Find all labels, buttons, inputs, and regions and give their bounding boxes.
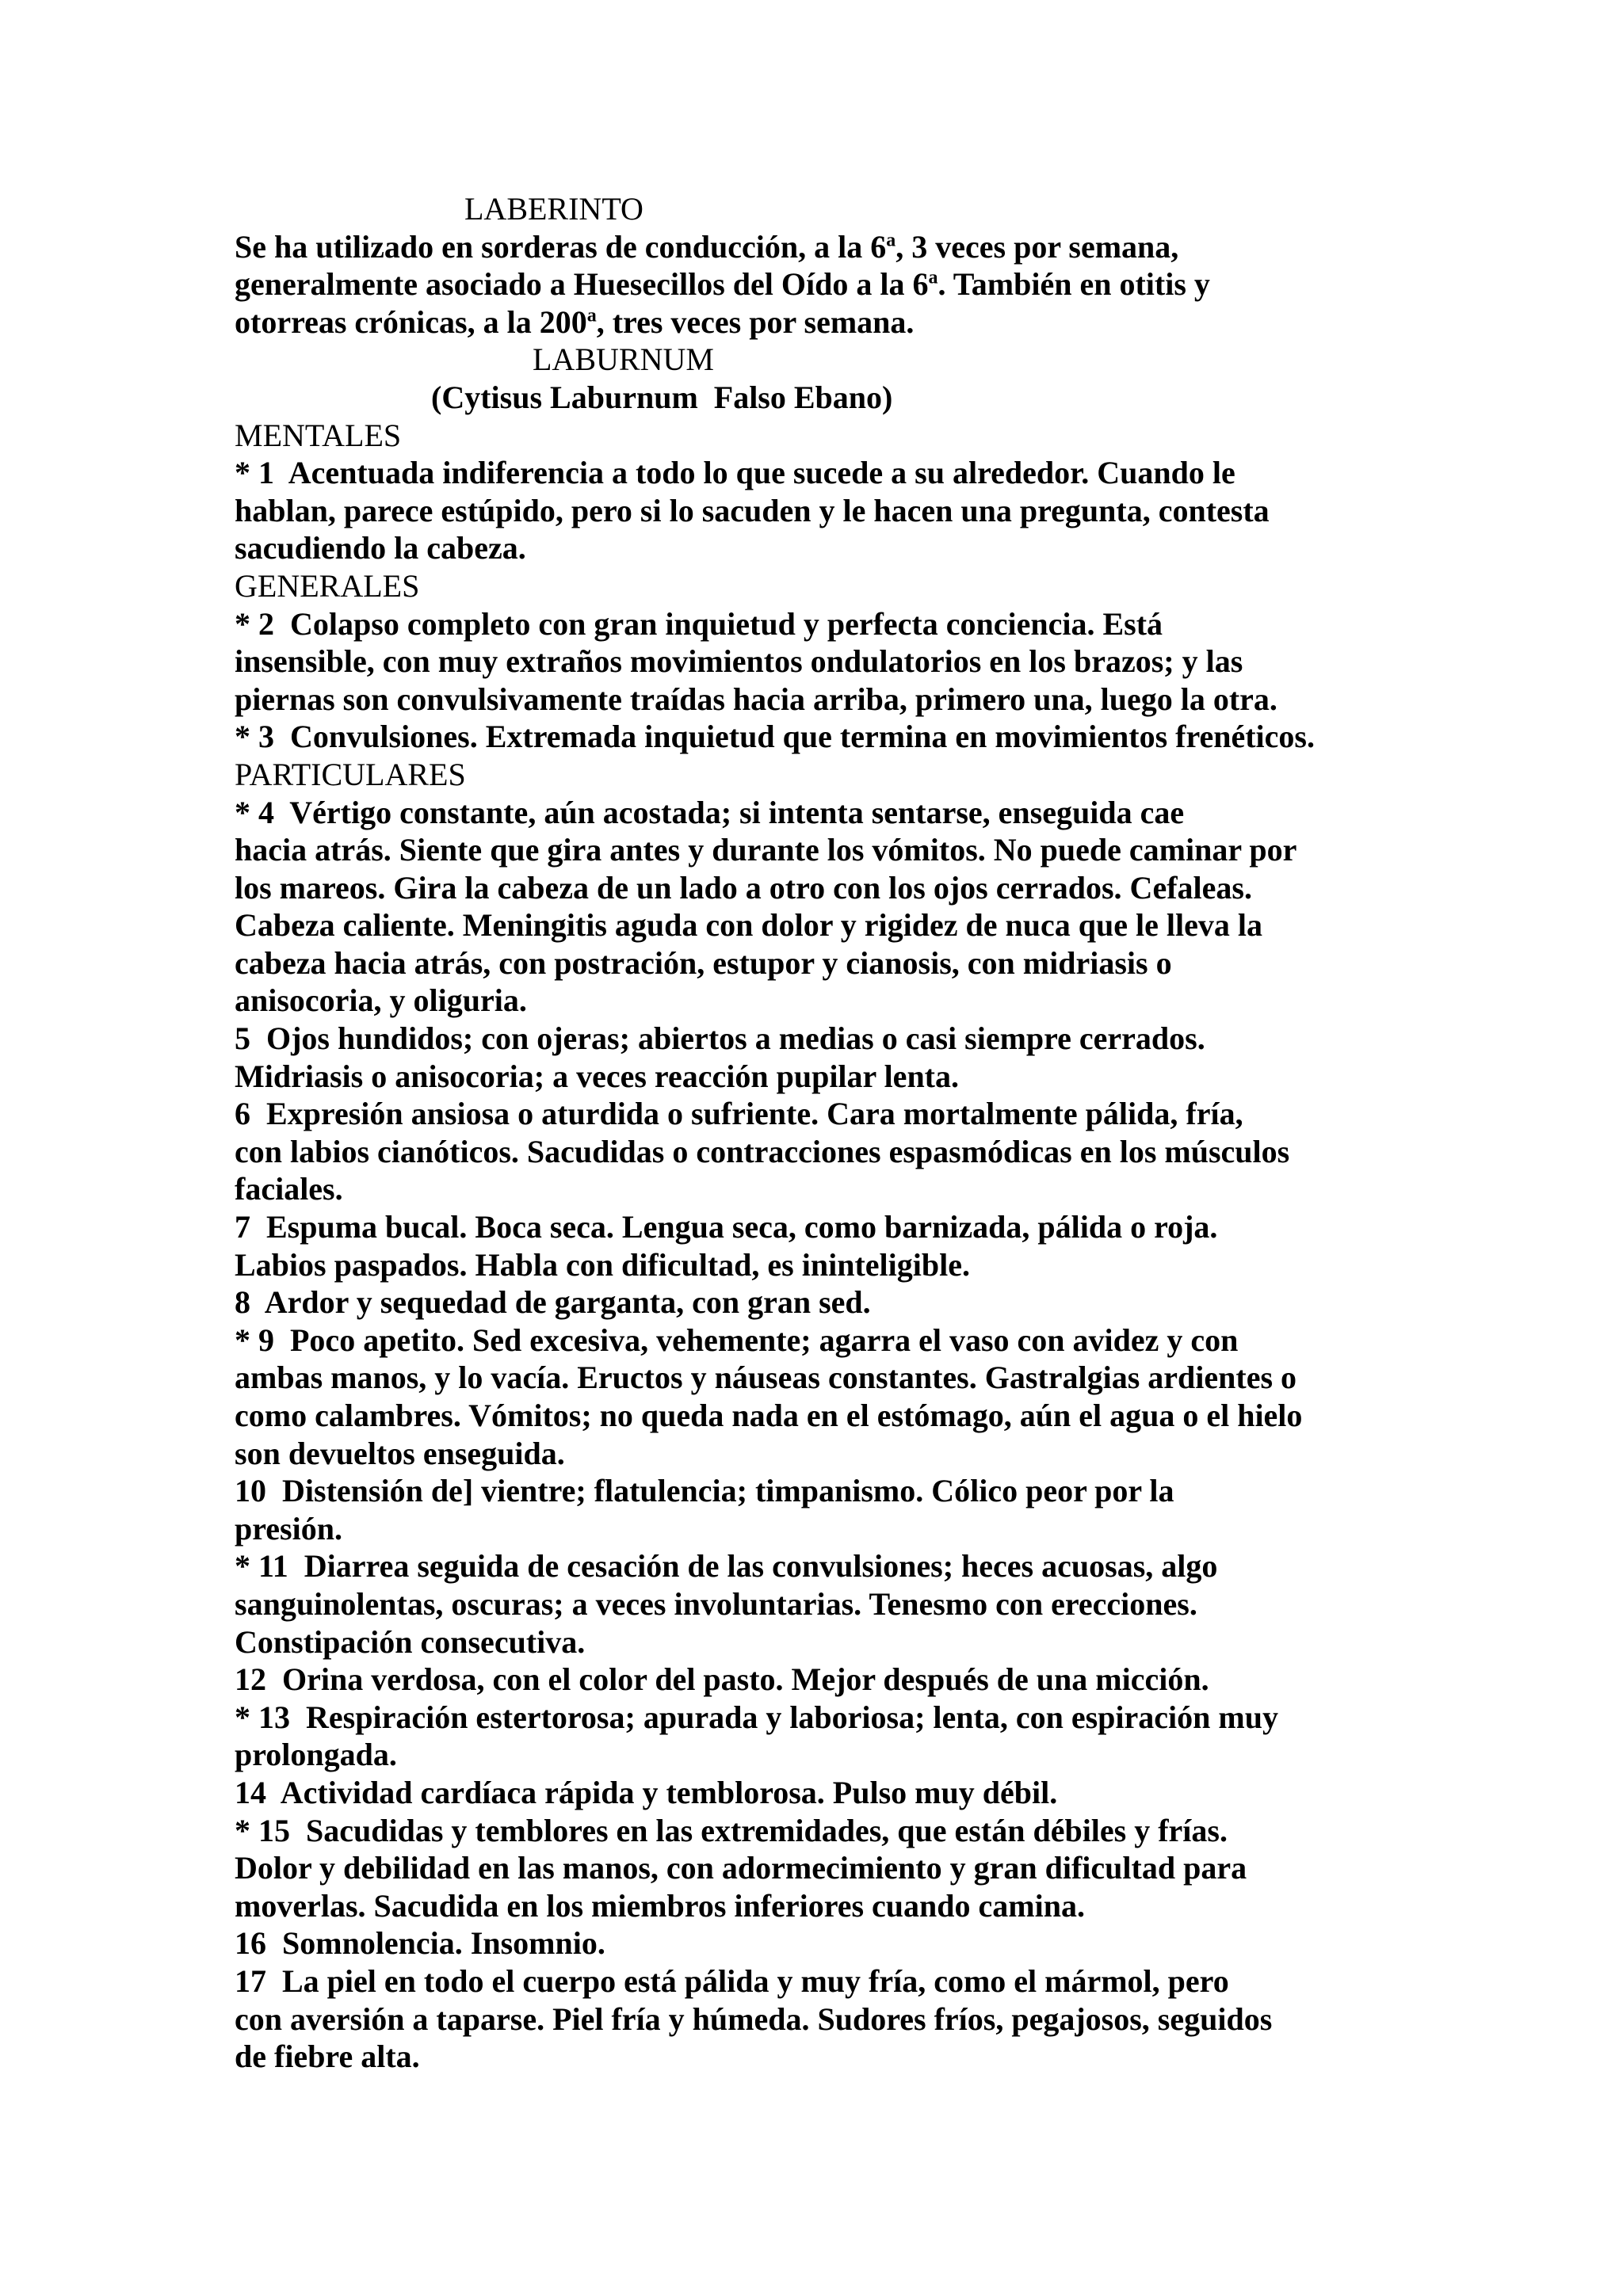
text-line: 14 Actividad cardíaca rápida y temblorosa. Pulso muy débil. [235, 1774, 1058, 1810]
text-line: 6 Expresión ansiosa o aturdida o sufriente. Cara mortalmente pálida, fría, [235, 1096, 1243, 1132]
text-line: insensible, con muy extraños movimientos ondulatorios en los brazos; y las [235, 643, 1243, 680]
text-line: faciales. [235, 1171, 343, 1207]
text-line: * 15 Sacudidas y temblores en las extremidades, que están débiles y frías. [235, 1812, 1228, 1848]
text-line: como calambres. Vómitos; no queda nada en el estómago, aún el agua o el hielo [235, 1398, 1303, 1433]
text-line: * 9 Poco apetito. Sed excesiva, vehemente; agarra el vaso con avidez y con [235, 1322, 1239, 1358]
text-line: * 1 Acentuada indiferencia a todo lo que sucede a su alrededor. Cuando le [235, 455, 1235, 491]
text-line: Constipación consecutiva. [235, 1623, 586, 1660]
text-line: hacia atrás. Siente que gira antes y durante los vómitos. No puede caminar por [235, 832, 1297, 868]
text-line: * 13 Respiración estertorosa; apurada y laboriosa; lenta, con espiración muy [235, 1699, 1278, 1735]
text-line: sanguinolentas, oscuras; a veces involuntarias. Tenesmo con erecciones. [235, 1585, 1197, 1622]
text-line: presión. [235, 1510, 342, 1547]
text-line: ambas manos, y lo vacía. Eructos y náuseas constantes. Gastralgias ardientes o [235, 1360, 1297, 1396]
text-line: prolongada. [235, 1737, 397, 1773]
text-line: Cabeza caliente. Meningitis aguda con dolor y rigidez de nuca que le lleva la [235, 907, 1262, 944]
heading-particulares: PARTICULARES [235, 756, 466, 792]
text-line: moverlas. Sacudida en los miembros inferiores cuando camina. [235, 1887, 1085, 1924]
heading-mentales: MENTALES [235, 417, 402, 453]
text-line: anisocoria, y oliguria. [235, 982, 527, 1019]
text-line: hablan, parece estúpido, pero si lo sacuden y le hacen una pregunta, contesta [235, 492, 1270, 528]
particulares-section [235, 794, 1384, 2076]
text-line: 16 Somnolencia. Insomnio. [235, 1925, 605, 1962]
text-line: 7 Espuma bucal. Boca seca. Lengua seca, como barnizada, pálida o roja. [235, 1209, 1218, 1245]
text-line: * 2 Colapso completo con gran inquietud y perfecta conciencia. Está [235, 605, 1163, 642]
laberinto-line: generalmente asociado a Huesecillos del Oído a la 6$^a$. También en otitis y [235, 266, 1210, 303]
generales-section [235, 605, 1384, 756]
text-line: * 3 Convulsiones. Extremada inquietud que termina en movimientos frenéticos. [235, 719, 1315, 755]
text-line: sacudiendo la cabeza. [235, 530, 526, 566]
text-line: Midriasis o anisocoria; a veces reacción pupilar lenta. [235, 1058, 960, 1094]
text-line: cabeza hacia atrás, con postración, estupor y cianosis, con midriasis o [235, 944, 1172, 981]
text-line: los mareos. Gira la cabeza de un lado a otro con los ojos cerrados. Cefaleas. [235, 869, 1252, 906]
laberinto-line: otorreas crónicas, a la 200$^a$, tres veces por semana. [235, 303, 915, 340]
text-line: son devueltos enseguida. [235, 1435, 565, 1471]
document-body [235, 190, 1384, 2076]
text-line: de fiebre alta. [235, 2039, 420, 2075]
text-line: piernas son convulsivamente traídas hacia arriba, primero una, luego la otra. [235, 681, 1277, 717]
heading-laberinto: LABERINTO [464, 191, 643, 227]
heading-laburnum: LABURNUM [533, 341, 714, 378]
laberinto-line: Se ha utilizado en sorderas de conducción, a la 6$^a$, 3 veces por semana, [235, 228, 1179, 265]
text-line: * 11 Diarrea seguida de cesación de las convulsiones; heces acuosas, algo [235, 1548, 1218, 1585]
text-line: con labios cianóticos. Sacudidas o contracciones espasmódicas en los músculos [235, 1133, 1290, 1169]
text-line: con aversión a taparse. Piel fría y húmeda. Sudores fríos, pegajosos, seguidos [235, 2000, 1273, 2037]
heading-generales: GENERALES [235, 567, 420, 604]
text-line: 8 Ardor y sequedad de garganta, con gran sed. [235, 1284, 871, 1321]
text-line: 5 Ojos hundidos; con ojeras; abiertos a medias o casi siempre cerrados. [235, 1020, 1205, 1057]
text-line: 17 La piel en todo el cuerpo está pálida y muy fría, como el mármol, pero [235, 1962, 1229, 1999]
text-line: Labios paspados. Habla con dificultad, es ininteligible. [235, 1246, 970, 1283]
text-line: 12 Orina verdosa, con el color del pasto. Mejor después de una micción. [235, 1661, 1209, 1698]
subtitle-laburnum: (Cytisus Laburnum Falso Ebano) [431, 379, 893, 415]
mentales-section [235, 454, 1384, 567]
text-line: Dolor y debilidad en las manos, con adormecimiento y gran dificultad para [235, 1850, 1247, 1886]
text-line: 10 Distensión de] vientre; flatulencia; timpanismo. Cólico peor por la [235, 1473, 1174, 1509]
text-line: * 4 Vértigo constante, aún acostada; si intenta sentarse, enseguida cae [235, 794, 1185, 830]
